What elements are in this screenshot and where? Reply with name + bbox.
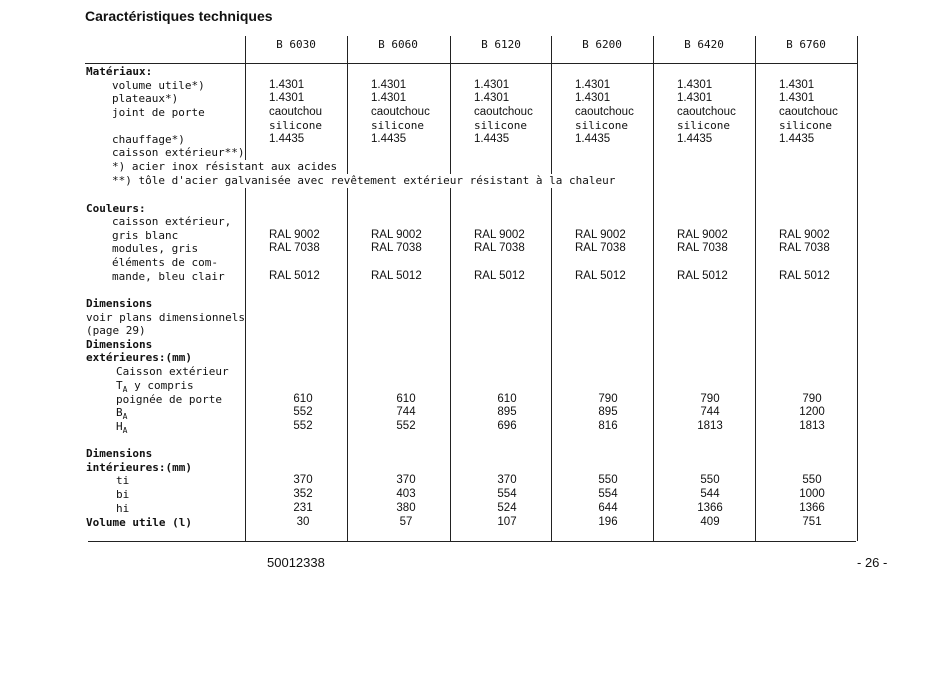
cell-chauffage: 1.4435	[371, 133, 407, 145]
cell-joint: caoutchouc	[677, 106, 736, 118]
column-divider	[857, 36, 858, 541]
cell-joint: caoutchouc	[474, 106, 533, 118]
cell-ti: 370	[497, 474, 517, 486]
cell-ba: 895	[497, 406, 517, 418]
cell-volume-utile: 409	[700, 516, 720, 528]
cell-hi: 524	[497, 502, 517, 514]
model-header: B 6420	[684, 38, 724, 51]
cell-ba: 744	[700, 406, 720, 418]
cell-gris: RAL 7038	[474, 242, 525, 254]
cell-gris-blanc: RAL 9002	[677, 229, 728, 241]
row-label: (page 29)	[86, 324, 146, 337]
cell-volume-utile: 196	[598, 516, 618, 528]
cell-gris: RAL 7038	[677, 242, 728, 254]
cell-bi: 1000	[799, 488, 825, 500]
row-label: caisson extérieur**)	[112, 146, 245, 159]
cell-bleu: RAL 5012	[474, 270, 525, 282]
cell-plateaux: 1.4301	[779, 92, 815, 104]
bottom-rule	[88, 541, 856, 542]
row-label: caisson extérieur,	[112, 215, 232, 228]
row-label: joint de porte	[112, 106, 205, 119]
cell-volume: 1.4301	[269, 79, 305, 91]
cell-volume-utile: 57	[399, 516, 413, 528]
column-divider	[450, 36, 451, 541]
cell-plateaux: 1.4301	[474, 92, 510, 104]
header-rule	[85, 63, 857, 64]
row-label: gris blanc	[112, 229, 179, 242]
row-label: plateaux*)	[112, 92, 179, 105]
cell-joint: caoutchouc	[779, 106, 838, 118]
cell-gris: RAL 7038	[779, 242, 830, 254]
cell-hi: 1366	[697, 502, 723, 514]
cell-ha: 552	[293, 420, 313, 432]
cell-hi: 231	[293, 502, 313, 514]
cell-ti: 550	[802, 474, 822, 486]
model-header: B 6120	[481, 38, 521, 51]
cell-ti: 370	[396, 474, 416, 486]
cell-gris-blanc: RAL 9002	[269, 229, 320, 241]
cell-ha: 1813	[799, 420, 825, 432]
section-heading-couleurs: Couleurs:	[86, 202, 146, 215]
row-label: modules, gris	[112, 242, 199, 255]
cell-volume-utile: 30	[296, 516, 310, 528]
cell-volume-utile: 751	[802, 516, 822, 528]
cell-ha: 1813	[697, 420, 723, 432]
model-header: B 6030	[276, 38, 316, 51]
document-number: 50012338	[267, 555, 325, 570]
row-label-ha: $H_A$	[116, 420, 128, 435]
cell-hi: 1366	[799, 502, 825, 514]
cell-gris-blanc: RAL 9002	[575, 229, 626, 241]
section-heading-int: intérieures:(mm)	[86, 461, 192, 474]
cell-bleu: RAL 5012	[575, 270, 626, 282]
cell-ha: 552	[396, 420, 416, 432]
cell-hi: 380	[396, 502, 416, 514]
cell-gris-blanc: RAL 9002	[371, 229, 422, 241]
cell-ta: 790	[802, 393, 822, 405]
cell-volume-utile: 107	[497, 516, 517, 528]
cell-gris: RAL 7038	[575, 242, 626, 254]
cell-chauffage: 1.4435	[677, 133, 713, 145]
cell-gris: RAL 7038	[269, 242, 320, 254]
cell-joint-2: silicone	[779, 119, 832, 132]
cell-bi: 403	[396, 488, 416, 500]
model-header: B 6200	[582, 38, 622, 51]
cell-ta: 790	[598, 393, 618, 405]
row-label: volume utile*)	[112, 79, 205, 92]
cell-joint-2: silicone	[474, 119, 527, 132]
row-label: poignée de porte	[116, 393, 222, 406]
cell-volume: 1.4301	[677, 79, 713, 91]
cell-ta: 610	[396, 393, 416, 405]
cell-ta: 610	[497, 393, 517, 405]
section-heading-dimensions: Dimensions	[86, 297, 153, 310]
cell-plateaux: 1.4301	[371, 92, 407, 104]
row-label: hi	[116, 502, 130, 515]
cell-gris-blanc: RAL 9002	[779, 229, 830, 241]
cell-gris: RAL 7038	[371, 242, 422, 254]
cell-chauffage: 1.4435	[269, 133, 305, 145]
row-label: mande, bleu clair	[112, 270, 225, 283]
cell-bleu: RAL 5012	[677, 270, 728, 282]
cell-chauffage: 1.4435	[779, 133, 815, 145]
row-label: bi	[116, 488, 130, 501]
cell-gris-blanc: RAL 9002	[474, 229, 525, 241]
section-heading-ext: Dimensions	[86, 338, 153, 351]
cell-ti: 370	[293, 474, 313, 486]
cell-ta: 790	[700, 393, 720, 405]
row-label: Caisson extérieur	[116, 365, 229, 378]
cell-bi: 544	[700, 488, 720, 500]
cell-ta: 610	[293, 393, 313, 405]
row-label: voir plans dimensionnels	[86, 311, 245, 324]
footnote: *) acier inox résistant aux acides	[112, 160, 338, 173]
cell-plateaux: 1.4301	[677, 92, 713, 104]
cell-volume: 1.4301	[371, 79, 407, 91]
cell-bi: 554	[598, 488, 618, 500]
cell-joint: caoutchouc	[575, 106, 634, 118]
cell-bi: 352	[293, 488, 313, 500]
cell-bi: 554	[497, 488, 517, 500]
cell-joint: caoutchou	[269, 106, 323, 118]
column-divider	[653, 36, 654, 541]
cell-ba: 552	[293, 406, 313, 418]
row-label: ti	[116, 474, 130, 487]
page-number: - 26 -	[857, 555, 888, 570]
row-label-ba: $B_A$	[116, 406, 128, 421]
cell-volume: 1.4301	[474, 79, 510, 91]
cell-volume: 1.4301	[575, 79, 611, 91]
cell-bleu: RAL 5012	[269, 270, 320, 282]
column-divider	[551, 36, 552, 541]
cell-bleu: RAL 5012	[779, 270, 830, 282]
cell-ha: 696	[497, 420, 517, 432]
section-heading-ext: extérieures:(mm)	[86, 351, 192, 364]
cell-chauffage: 1.4435	[474, 133, 510, 145]
cell-joint-2: silicone	[677, 119, 730, 132]
row-label-volume: Volume utile (l)	[86, 516, 192, 529]
model-header: B 6760	[786, 38, 826, 51]
cell-joint-2: silicone	[269, 119, 322, 132]
cell-joint-2: silicone	[575, 119, 628, 132]
cell-joint-2: silicone	[371, 119, 424, 132]
column-divider	[245, 36, 246, 541]
cell-ba: 1200	[799, 406, 825, 418]
cell-joint: caoutchouc	[371, 106, 430, 118]
cell-ti: 550	[700, 474, 720, 486]
cell-plateaux: 1.4301	[269, 92, 305, 104]
cell-ha: 816	[598, 420, 618, 432]
cell-ba: 895	[598, 406, 618, 418]
page-title: Caractéristiques techniques	[85, 8, 273, 24]
section-heading-materiaux: Matériaux:	[86, 65, 153, 78]
row-label-ta: $T_A$ y compris	[116, 379, 194, 394]
cell-bleu: RAL 5012	[371, 270, 422, 282]
section-heading-int: Dimensions	[86, 447, 153, 460]
cell-hi: 644	[598, 502, 618, 514]
footnote: **) tôle d'acier galvanisée avec revêtement extérieur résistant à la chaleur	[112, 174, 616, 187]
row-label: éléments de com-	[112, 256, 218, 269]
cell-ti: 550	[598, 474, 618, 486]
column-divider	[347, 36, 348, 541]
column-divider	[755, 36, 756, 541]
model-header: B 6060	[378, 38, 418, 51]
cell-ba: 744	[396, 406, 416, 418]
row-label: chauffage*)	[112, 133, 185, 146]
cell-volume: 1.4301	[779, 79, 815, 91]
cell-plateaux: 1.4301	[575, 92, 611, 104]
cell-chauffage: 1.4435	[575, 133, 611, 145]
